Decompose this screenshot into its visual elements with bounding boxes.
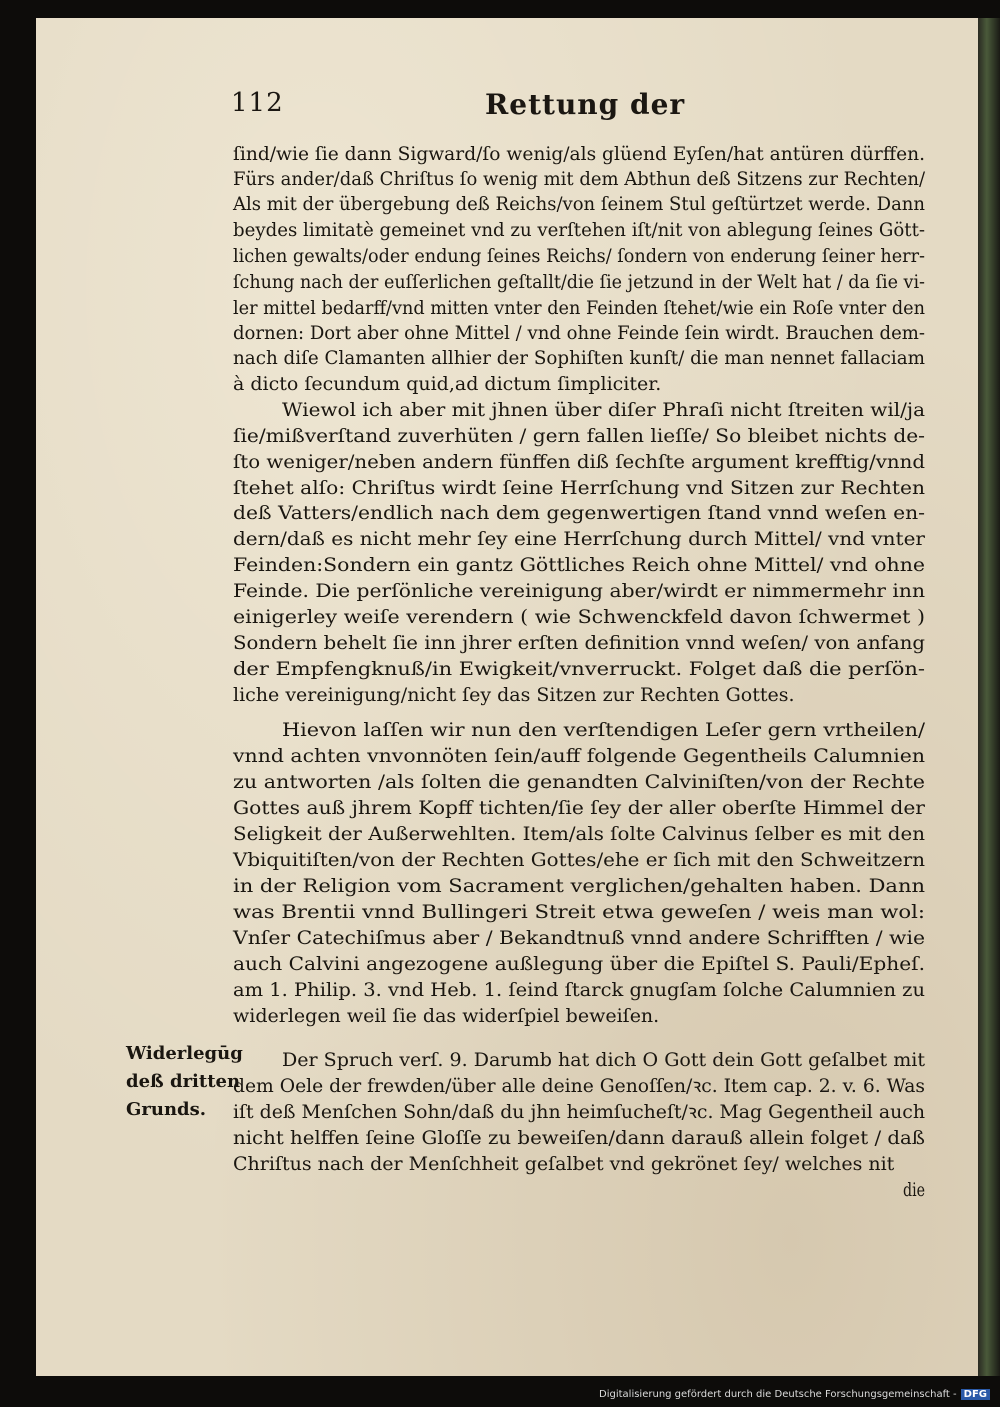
text-line: Sondern behelt ſie inn jhrer erſten definition vnnd weſen/ von anfang [233, 632, 925, 654]
text-line: à dicto ſecundum quid,ad dictum ſimpliciter. [233, 373, 662, 395]
text-line: beydes limitatè gemeinet vnd zu verſtehen iſt/nit von ablegung ſeines Gött- [233, 219, 925, 241]
text-line: ſtehet alſo: Chriſtus wirdt ſeine Herrſchung vnd Sitzen zur Rechten [233, 477, 925, 499]
text-line: auch Calvini angezogene außlegung über die Epiſtel S. Pauli/Epheſ. [233, 953, 926, 975]
text-line: ſind/wie ſie dann Sigward/ſo wenig/als glüend Eyſen/hat antüren dürffen. [233, 143, 925, 165]
text-line: liche vereinigung/nicht ſey das Sitzen zur Rechten Gottes. [233, 684, 795, 706]
text-line: Seligkeit der Außerwehlten. Item/als ſolte Calvinus ſelber es mit den [233, 823, 925, 845]
text-line: der Empfengknuß/in Ewigkeit/vnverruckt. Folget daß die perſön- [233, 658, 925, 680]
text-line: einigerley weiſe verendern ( wie Schwenckfeld davon ſchwermet ) [233, 606, 925, 628]
text-line: Als mit der übergebung deß Reichs/von ſeinem Stul geſtürtzet werde. Dann [233, 193, 925, 215]
text-line: was Brentii vnnd Bullingeri Streit etwa geweſen / weis man wol: [233, 901, 925, 923]
text-line: in der Religion vom Sacrament verglichen/gehalten haben. Dann [233, 875, 925, 897]
text-line: vnnd achten vnvonnöten ſein/auff folgende Gegentheils Calumnien [233, 745, 925, 767]
text-line: widerlegen weil ſie das widerſpiel beweiſen. [233, 1005, 660, 1027]
marginal-note-line: deß dritten [126, 1071, 241, 1092]
text-line: ſchung nach der euſſerlichen geſtallt/die ſie jetzund in der Welt hat / da ſie vi- [233, 271, 925, 293]
scan-edge [978, 18, 1000, 1376]
text-line: Der Spruch verſ. 9. Darumb hat dich O Gott dein Gott geſalbet mit [282, 1049, 925, 1071]
text-line: dem Oele der frewden/über alle deine Genoſſen/ꝛc. Item cap. 2. v. 6. Was [233, 1075, 925, 1097]
text-line: ſto weniger/neben andern fünffen diß ſechſte argument krefftig/vnnd [233, 451, 925, 473]
text-line: am 1. Philip. 3. vnd Heb. 1. ſeind ſtarck gnugſam ſolche Calumnien zu [233, 979, 926, 1001]
text-line: Wiewol ich aber mit jhnen über diſer Phraſi nicht ſtreiten wil/ja [282, 399, 925, 421]
text-line: nach diſe Clamanten allhier der Sophiſten kunſt/ die man nennet fallaciam [233, 347, 925, 369]
text-line: Feinden:Sondern ein gantz Göttliches Reich ohne Mittel/ vnd ohne [233, 554, 926, 576]
text-line: zu antworten /als ſolten die genandten Calviniſten/von der Rechte [233, 771, 925, 793]
text-line: iſt deß Menſchen Sohn/daß du jhn heimſucheſt/ꝛc. Mag Gegentheil auch [233, 1101, 925, 1123]
text-line: Feinde. Die perſönliche vereinigung aber/wirdt er nimmermehr inn [233, 580, 925, 602]
text-line: ſie/mißverſtand zuverhüten / gern fallen lieſſe/ So bleibet nichts de- [233, 425, 925, 447]
text-line: lichen gewalts/oder endung ſeines Reichs/ ſondern von enderung ſeiner herr- [233, 245, 925, 267]
running-head: Rettung der [485, 88, 686, 121]
text-line: Vbiquitiſten/von der Rechten Gottes/ehe er ſich mit den Schweitzern [233, 849, 925, 871]
marginal-note-line: Widerlegūg [126, 1043, 243, 1064]
text-line: dern/daß es nicht mehr ſey eine Herrſchung durch Mittel/ vnd vnter [233, 528, 925, 550]
text-line: Gottes auß jhrem Kopff tichten/ſie ſey der aller oberſte Himmel der [233, 797, 925, 819]
text-line: dornen: Dort aber ohne Mittel / vnd ohne Feinde ſein wirdt. Brauchen dem- [233, 322, 925, 344]
text-line: Vnſer Catechiſmus aber / Bekandtnuß vnnd andere Schrifften / wie [233, 927, 925, 949]
text-line: Chriſtus nach der Menſchheit geſalbet vnd gekrönet ſey/ welches nit [233, 1153, 895, 1175]
text-line: nicht helffen ſeine Gloſſe zu beweiſen/dann darauß allein folget / daß [233, 1127, 926, 1149]
footer-text: Digitalisierung gefördert durch die Deutsche Forschungsgemeinschaft - [599, 1389, 957, 1400]
text-line: Hievon laſſen wir nun den verſtendigen Leſer gern vrtheilen/ [282, 719, 925, 741]
text-line: die [903, 1179, 925, 1201]
page-number: 112 [231, 88, 284, 118]
text-line: ler mittel bedarff/vnd mitten vnter den Feinden ſtehet/wie ein Roſe vnter den [233, 297, 925, 319]
text-line: deß Vatters/endlich nach dem gegenwertigen ſtand vnnd weſen en- [233, 502, 925, 524]
funding-footer [599, 1389, 990, 1400]
marginal-note-line: Grunds. [126, 1099, 207, 1120]
marginal-note [126, 1040, 243, 1124]
text-line: Fürs ander/daß Chriſtus ſo wenig mit dem Abthun deß Sitzens zur Rechten/ [233, 168, 925, 190]
dfg-logo: DFG [961, 1389, 990, 1400]
